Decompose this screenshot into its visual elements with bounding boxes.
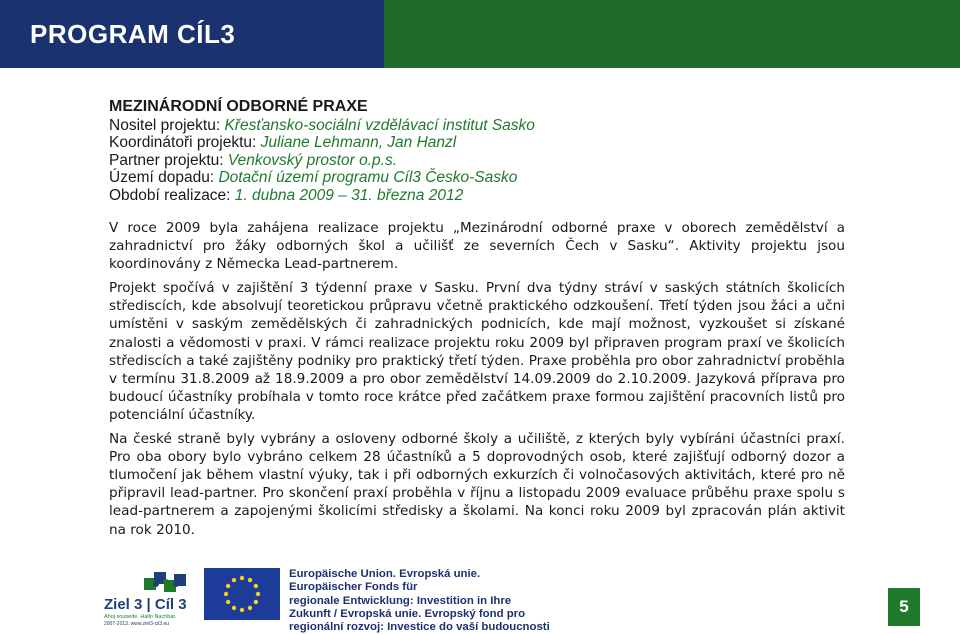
- footer-logos: [0, 560, 960, 632]
- info-label: Koordinátoři projektu:: [109, 134, 261, 151]
- page-number: 5: [888, 588, 920, 626]
- header-banner: [0, 0, 960, 80]
- header-green-block: [384, 0, 960, 68]
- info-value: Venkovský prostor o.p.s.: [227, 151, 398, 169]
- info-label: Období realizace:: [109, 186, 235, 204]
- eu-line: Zukunft / Evropská unie. Evropský fond pro: [289, 607, 526, 620]
- info-line-partner: [109, 152, 869, 170]
- eu-line: regionální rozvoj: Investice do vaší budoucnosti: [289, 621, 550, 634]
- page-title: PROGRAM CÍL3: [30, 18, 236, 49]
- info-line-coordinators: [109, 134, 869, 152]
- puzzle-icon: [144, 572, 186, 596]
- ziel3-website: 2007-2013. www.ziel3-cil3.eu: [104, 621, 170, 627]
- info-line-area: [109, 169, 869, 187]
- info-value: Křesťansko-sociální vzdělávací institut Sasko: [224, 116, 535, 134]
- body-text: [109, 219, 845, 545]
- eu-line: regionale Entwicklung: Investition in Ihre: [289, 594, 512, 607]
- info-label: Partner projektu:: [109, 151, 228, 169]
- paragraph-czech-side: Na české straně byly vybrány a osloveny odborné školy a učiliště, z kterých byly vybíráni účastníci praxí. Pro oba obory bylo vybráno celkem 28 účastníků a 5 doprovodných osob, které zajišťují odborný dozor a tlumočení jak během vlastní výuky, tak i při odborných exkurzích či volnočasových aktivitách, které pro ně připravil lead-partner. Pro skončení praxí proběhla v říjnu a listopadu 2009 evaluace průběhu praxe spolu s lead-partnerem a zapojenými školicími středisky a školami. Na konci roku 2009 byl zpracován plán aktivit na rok 2010.: [109, 431, 845, 538]
- eu-flag-icon: [204, 568, 280, 620]
- info-label: Nositel projektu:: [109, 116, 225, 134]
- ziel3-slogan: Ahoj sousede. Hallo Nachbar.: [104, 614, 177, 620]
- eu-line: Europäische Union. Evropská unie.: [289, 568, 481, 580]
- paragraph-intro: V roce 2009 byla zahájena realizace projektu „Mezinárodní odborné praxe v oborech zemědělství a zahradnictví pro žáky odborných škol a učilišť ze severních Čech v Sasku“. Aktivity projektu jsou koordinovány z Německa Lead-partnerem.: [109, 220, 845, 273]
- info-line-period: [109, 187, 869, 205]
- header-title-block: [0, 0, 384, 68]
- ziel3-logo: [98, 566, 198, 628]
- project-info: [109, 98, 869, 204]
- paragraph-practice: Projekt spočívá v zajištění 3 týdenní praxe v Sasku. První dva týdny stráví v saských státních školicích střediscích, kde absolvují teoretickou průpravu včetně praktického odzkoušení. Třetí týden jsou žáci a učni umístěni v saským zemědělských či zahradnických podnicích, kde mají možnost, vyzkoušet si získané znalosti a vědomosti v praxi. V rámci realizace projektu roku 2009 byl připraven program praxí ve školicích střediscích a také zajištěny podniky pro praktický třetí týden. Praxe proběhla pro obor zahradnictví proběhla v termínu 31.8.2009 až 18.9.2009 a pro obor zemědělství 14.09.2009 do 2.10.2009. Jazyková příprava pro budoucí účastníky probíhala v tomto roce krátce před začátkem praxe formou zajištění pracovních listů pro potenciální účastníky.: [109, 280, 845, 423]
- eu-line: Europäischer Fonds für: [289, 581, 418, 594]
- info-value: Dotační území programu Cíl3 Česko-Sasko: [218, 169, 518, 186]
- info-line-holder: [109, 117, 869, 135]
- info-value: Juliane Lehmann, Jan Hanzl: [260, 134, 457, 151]
- eu-funding-text: [289, 568, 589, 634]
- info-value: 1. dubna 2009 – 31. března 2012: [234, 186, 464, 204]
- project-heading: MEZINÁRODNÍ ODBORNÉ PRAXE: [109, 98, 368, 115]
- info-label: Území dopadu:: [109, 169, 219, 186]
- ziel3-logo-text: Ziel 3 | Cíl 3: [104, 596, 187, 613]
